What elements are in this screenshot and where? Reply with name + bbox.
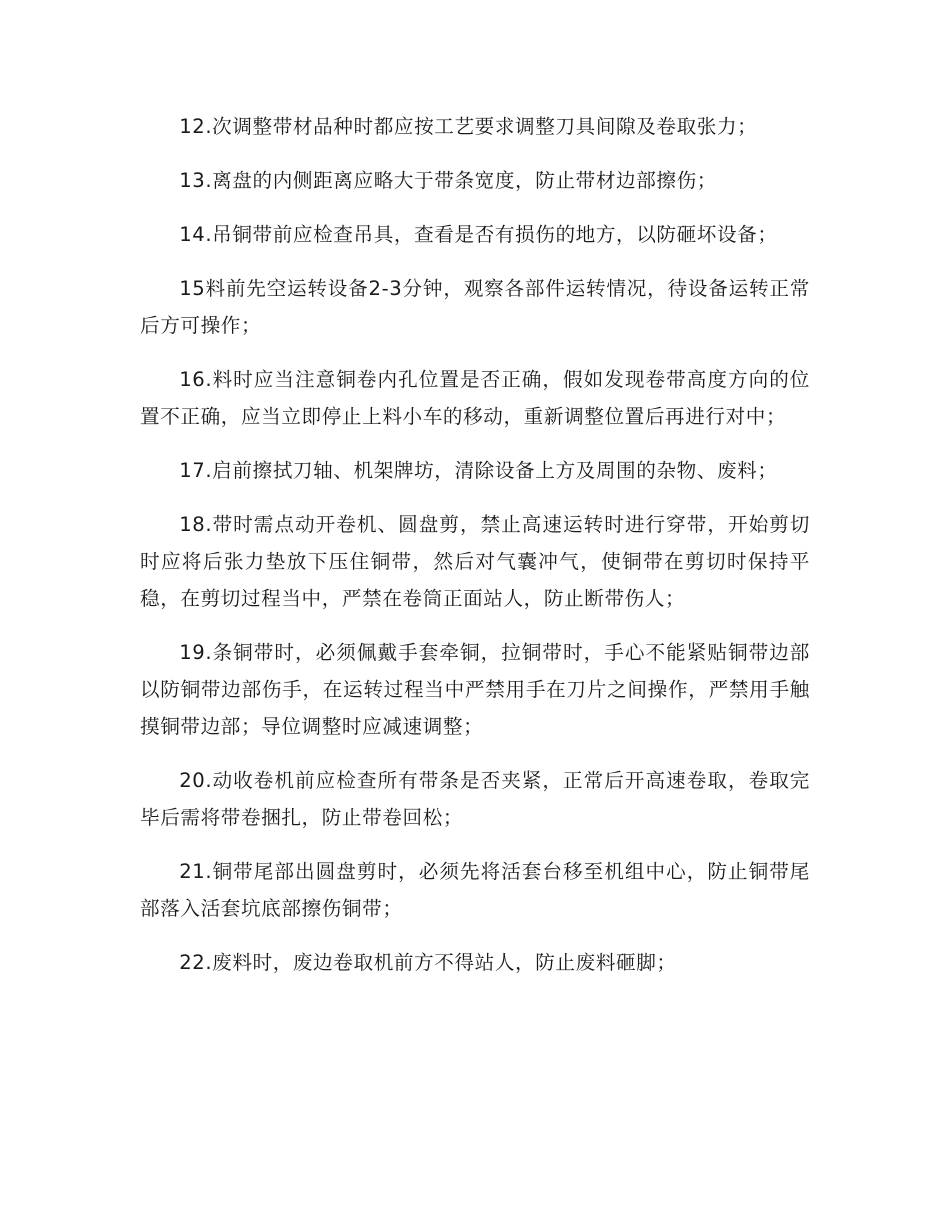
rule-item-21: 21.铜带尾部出圆盘剪时，必须先将活套台移至机组中心，防止铜带尾部落入活套坑底部擦伤铜带； xyxy=(140,860,810,920)
rule-item-14: 14.吊铜带前应检查吊具，查看是否有损伤的地方，以防砸坏设备； xyxy=(179,223,778,246)
rule-item-20: 20.动收卷机前应检查所有带条是否夹紧，正常后开高速卷取，卷取完毕后需将带卷捆扎，防止带卷回松； xyxy=(140,769,810,829)
rule-item-13: 13.离盘的内侧距离应略大于带条宽度，防止带材边部擦伤； xyxy=(179,169,717,192)
rule-item-16: 16.料时应当注意铜卷内孔位置是否正确，假如发现卷带高度方向的位置不正确，应当立即停止上料小车的移动，重新调整位置后再进行对中； xyxy=(140,368,810,428)
rule-item-17: 17.启前擦拭刀轴、机架牌坊，清除设备上方及周围的杂物、废料； xyxy=(179,459,778,482)
rule-item-19: 19.条铜带时，必须佩戴手套牵铜，拉铜带时，手心不能紧贴铜带边部以防铜带边部伤手，在运转过程当中严禁用手在刀片之间操作，严禁用手触摸铜带边部；导位调整时应减速调整； xyxy=(140,641,810,738)
document-body xyxy=(140,108,810,998)
rule-item-22: 22.废料时，废边卷取机前方不得站人，防止废料砸脚； xyxy=(179,951,677,974)
rule-item-15: 15料前先空运转设备2-3分钟，观察各部件运转情况，待设备运转正常后方可操作； xyxy=(140,277,810,337)
rule-item-18: 18.带时需点动开卷机、圆盘剪，禁止高速运转时进行穿带，开始剪切时应将后张力垫放下压住铜带，然后对气囊冲气，使铜带在剪切时保持平稳，在剪切过程当中，严禁在卷筒正面站人，防止断带伤人； xyxy=(140,513,810,610)
rule-item-12: 12.次调整带材品种时都应按工艺要求调整刀具间隙及卷取张力； xyxy=(179,115,758,138)
